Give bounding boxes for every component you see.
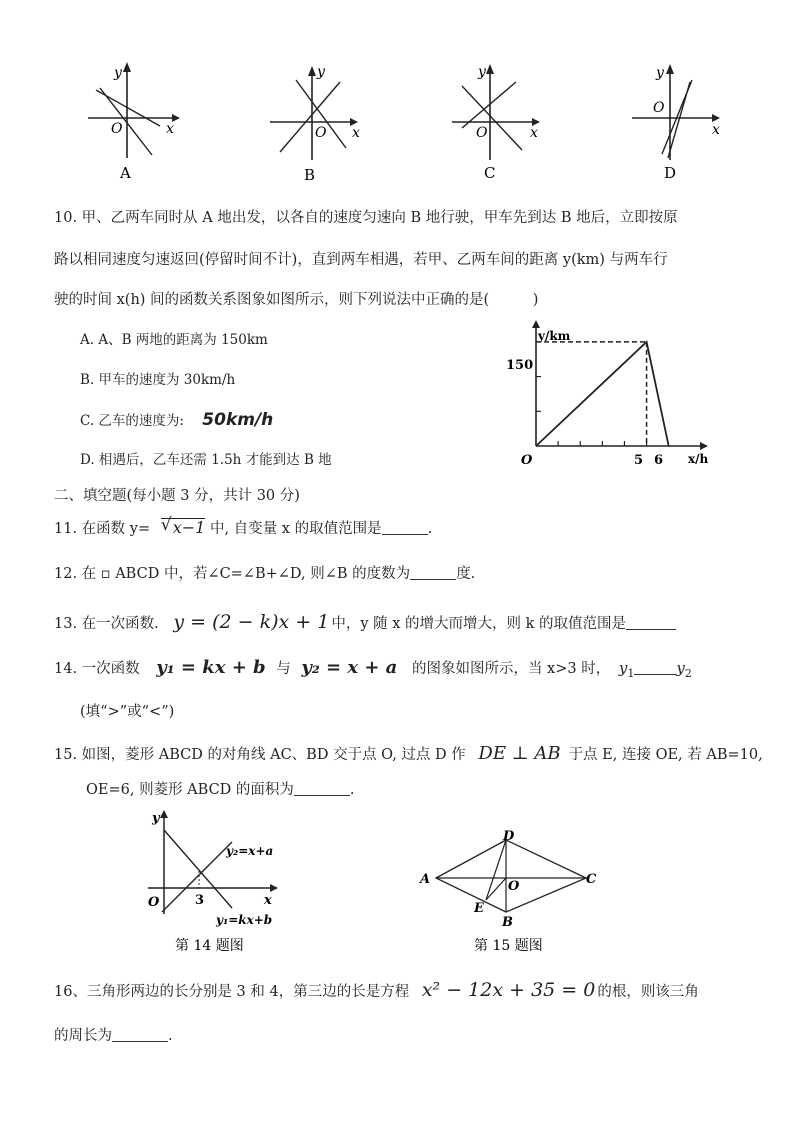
caption-fig15: 第 15 题图 <box>474 938 543 954</box>
q15-formula: DE ⊥ AB <box>478 743 561 764</box>
svg-text:y: y <box>478 64 486 80</box>
svg-text:y: y <box>152 811 160 826</box>
q13: 13. 在一次函数. y = (2 − k)x + 1 中，y 随 x 的增大而增大，则 k 的取值范围是 <box>54 612 676 634</box>
option-label-b: B <box>304 166 316 184</box>
q16-formula: x² − 12x + 35 = 0 <box>421 979 596 1001</box>
svg-text:x: x <box>530 125 538 141</box>
origin-label: O <box>111 121 123 137</box>
answer-blank <box>626 615 676 630</box>
q13-formula: y = (2 − k)x + 1 <box>173 611 330 633</box>
svg-text:3: 3 <box>195 893 205 908</box>
svg-text:O: O <box>476 125 488 141</box>
svg-text:x: x <box>166 121 174 137</box>
svg-text:O: O <box>653 100 665 116</box>
x-axis-label: x/h <box>688 452 709 466</box>
svg-text:O: O <box>315 125 327 141</box>
q10-option-d: D. 相遇后，乙车还需 1.5h 才能到达 B 地 <box>80 452 332 468</box>
svg-text:x: x <box>712 122 720 138</box>
q10-line2: 路以相同速度匀速返回(停留时间不计)，直到两车相遇，若甲、乙两车间的距离 y(km) 与两车行 <box>54 252 668 268</box>
svg-text:E: E <box>474 901 484 916</box>
svg-text:B: B <box>502 915 513 930</box>
svg-text:O: O <box>508 879 520 894</box>
x-axis-arrow <box>700 442 708 450</box>
q9-graph-options <box>0 0 794 190</box>
svg-text:D: D <box>503 829 515 844</box>
q11: 11. 在函数 y= √ x−1 中, 自变量 x 的取值范围是 . <box>54 515 433 537</box>
q14-note: (填“>”或“<”) <box>80 704 175 720</box>
answer-blank <box>410 565 456 580</box>
distance-series-line <box>536 342 669 446</box>
label-y1: y₁=kx+b <box>216 913 273 927</box>
answer-blank <box>382 520 428 535</box>
option-label-d: D <box>664 164 677 182</box>
q10-option-c: C. 乙车的速度为: 50km/h <box>80 410 274 430</box>
q15-line1: 15. 如图，菱形 ABCD 的对角线 AC、BD 交于点 O, 过点 D 作 DE ⊥ AB 于点 E, 连接 OE, 若 AB=10, <box>54 743 763 764</box>
section-heading: 二、填空题(每小题 3 分，共计 30 分) <box>54 488 300 504</box>
q10-line1: 10. 甲、乙两车同时从 A 地出发，以各自的速度匀速向 B 地行驶，甲车先到达 B 地后，立即按原 <box>54 210 678 226</box>
option-label-a: A <box>120 164 131 182</box>
q10-option-b: B. 甲车的速度为 30km/h <box>80 372 236 388</box>
q10-option-c-value: 50km/h <box>202 410 274 430</box>
svg-text:y: y <box>317 64 325 80</box>
svg-text:x: x <box>264 893 272 908</box>
y-axis-label: y/km <box>538 329 571 343</box>
answer-blank <box>634 660 676 675</box>
y-axis-arrow <box>532 320 540 328</box>
caption-fig14: 第 14 题图 <box>175 938 244 954</box>
q9-graph-b <box>270 64 360 184</box>
answer-blank <box>294 781 350 796</box>
q12: 12. 在 ▫ ABCD 中，若∠C=∠B+∠D, 则∠B 的度数为 度. <box>54 566 476 582</box>
x-tick-6: 6 <box>654 453 664 468</box>
origin-label: O <box>521 453 533 468</box>
option-label-c: C <box>484 164 496 182</box>
q10-distance-time-graph <box>500 318 730 478</box>
q14-formula-1: y₁ = kx + b <box>156 657 266 678</box>
svg-text:x: x <box>352 125 360 141</box>
svg-text:O: O <box>148 895 160 910</box>
q16-line2: 的周长为 . <box>54 1028 173 1044</box>
y-tick-150: 150 <box>506 358 534 373</box>
q9-graph-a <box>88 62 180 182</box>
svg-text:y: y <box>656 65 664 81</box>
q10-line3: 驶的时间 x(h) 间的函数关系图象如图所示，则下列说法中正确的是( ) <box>54 292 539 308</box>
q15-line2: OE=6, 则菱形 ABCD 的面积为 . <box>86 782 355 798</box>
x-tick-5: 5 <box>634 453 644 468</box>
svg-text:C: C <box>586 872 597 887</box>
q9-graph-c <box>452 64 540 182</box>
q16-line1: 16、三角形两边的长分别是 3 和 4，第三边的长是方程 x² − 12x + 35 = 0 的根，则该三角 <box>54 979 699 1001</box>
figure-14 <box>140 808 300 958</box>
q14-formula-2: y₂ = x + a <box>301 657 398 678</box>
label-y2: y₂=x+a <box>226 844 274 858</box>
q14: 14. 一次函数 y₁ = kx + b 与 y₂ = x + a 的图象如图所示，当 x>3 时， $y_1$ $y_2$ <box>54 657 692 680</box>
svg-text:y: y <box>114 65 122 81</box>
sqrt-expression: √ x−1 <box>160 515 206 537</box>
figure-15 <box>410 822 610 958</box>
q10-option-a: A. A、B 两地的距离为 150km <box>80 332 268 348</box>
svg-text:A: A <box>420 872 431 887</box>
answer-blank <box>112 1027 168 1042</box>
q9-graph-d <box>632 64 720 182</box>
